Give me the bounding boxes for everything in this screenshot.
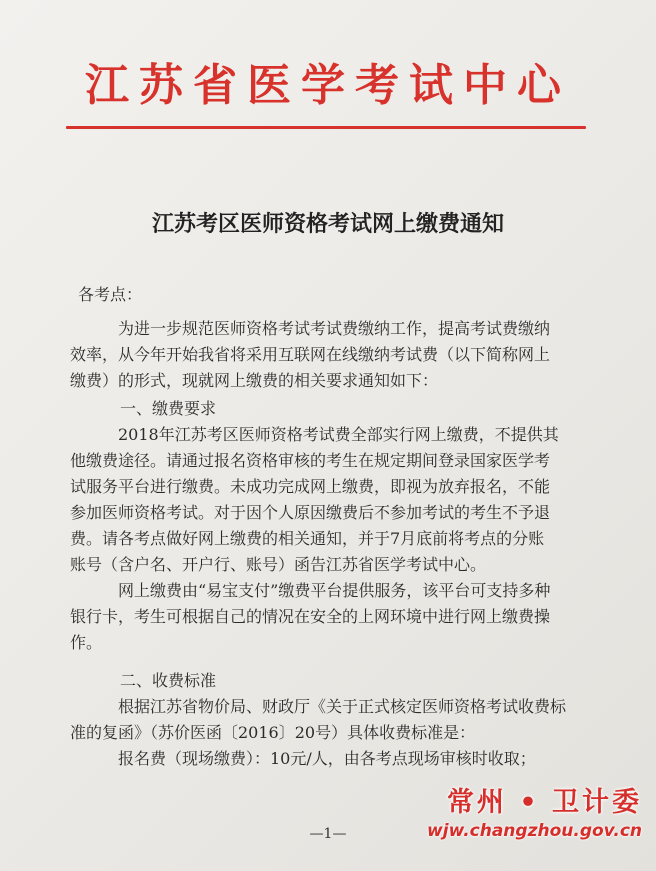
salutation: 各考点： bbox=[78, 285, 143, 304]
body-line: 效率，从今年开始我省将采用互联网在线缴纳考试费（以下简称网上 bbox=[70, 345, 551, 364]
body-line: 缴费）的形式，现就网上缴费的相关要求通知如下： bbox=[70, 371, 439, 390]
body-line: 准的复函》（苏价医函〔2016〕20号）具体收费标准是： bbox=[70, 723, 476, 742]
body-line: 报名费（现场缴费）：10元/人，由各考点现场审核时收取； bbox=[118, 749, 536, 768]
watermark-url: wjw.changzhou.gov.cn bbox=[427, 821, 642, 841]
watermark-name: 常州 • 卫计委 bbox=[446, 787, 642, 818]
body-line: 网上缴费由“易宝支付”缴费平台提供服务，该平台可支持多种 bbox=[118, 581, 551, 600]
watermark bbox=[427, 786, 642, 842]
body-line: 他缴费途径。请通过报名资格审核的考生在规定期间登录国家医学考 bbox=[70, 451, 551, 470]
section-heading: 二、收费标准 bbox=[120, 671, 217, 690]
page-number: —1— bbox=[309, 826, 347, 842]
document-body bbox=[70, 282, 590, 772]
letterhead-red-rule bbox=[66, 126, 586, 129]
body-line: 账号（含户名、开户行、账号）函告江苏省医学考试中心。 bbox=[70, 555, 487, 574]
letterhead-title: 江苏省医学考试中心 bbox=[85, 60, 571, 111]
body-line: 费。请各考点做好网上缴费的相关通知，并于7月底前将考点的分账 bbox=[70, 529, 545, 548]
body-line: 试服务平台进行缴费。未成功完成网上缴费，即视为放弃报名，不能 bbox=[70, 477, 551, 496]
body-line: 银行卡，考生可根据自己的情况在安全的上网环境中进行网上缴费操 bbox=[70, 607, 551, 626]
body-line: 作。 bbox=[70, 633, 103, 652]
body-line: 2018年江苏考区医师资格考试费全部实行网上缴费，不提供其 bbox=[118, 425, 559, 444]
body-line: 参加医师资格考试。对于因个人原因缴费后不参加考试的考生不予退 bbox=[70, 503, 551, 522]
section-heading: 一、缴费要求 bbox=[120, 399, 217, 418]
document-title: 江苏考区医师资格考试网上缴费通知 bbox=[151, 212, 504, 237]
body-line: 为进一步规范医师资格考试考试费缴纳工作，提高考试费缴纳 bbox=[118, 319, 551, 338]
body-line: 根据江苏省物价局、财政厅《关于正式核定医师资格考试收费标 bbox=[118, 697, 567, 716]
